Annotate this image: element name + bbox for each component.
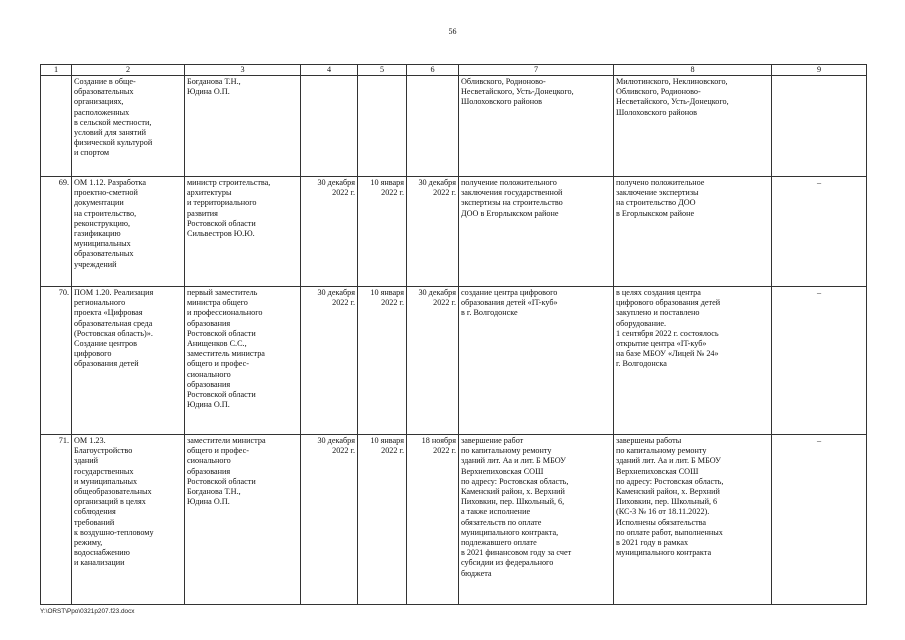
date-cell: 30 декабря 2022 г. [407,177,459,287]
column-number: 9 [772,65,867,76]
measure-title: Создание в обще- образовательных организациях, расположенных в сельской местности, условий для занятий физической культурой и спортом [72,76,185,177]
date-cell: 10 января 2022 г. [358,287,407,435]
column-number: 1 [41,65,72,76]
expected-result: завершение работ по капитальному ремонту зданий лит. Аа и лит. Б МБОУ Верхнепиховская СОШ по адресу: Ростовская область, Каменский район, х. Верхний Пиховкин, пер. Школьный, 6, а также исполнение обязательств по оплате муниципального контракта, подлежавшего оплате в 2021 финансовом году за счет субсидии из федерального бюджета [459,435,614,605]
table-row [41,76,867,177]
expected-result: Обливского, Родионово- Несветайского, Усть-Донецкого, Шолоховского районов [459,76,614,177]
table-row [41,177,867,287]
report-table [40,64,867,605]
column-number: 3 [185,65,301,76]
expected-result: получение положительного заключения государственной экспертизы на строительство ДОО в Егорлыкском районе [459,177,614,287]
date-cell [358,76,407,177]
column-number: 5 [358,65,407,76]
file-path-footer: Y:\ORST\Ppo\0321p207.f23.docx [40,608,135,615]
measure-title: ПОМ 1.20. Реализация регионального проекта «Цифровая образовательная среда (Ростовская область)». Создание центров цифрового образования детей [72,287,185,435]
measure-title: ОМ 1.23. Благоустройство зданий государственных и муниципальных общеобразовательных организаций в целях соблюдения требований к воздушно-тепловому режиму, водоснабжению и канализации [72,435,185,605]
table-row [41,287,867,435]
row-number: 70. [41,287,72,435]
remarks-cell: – [772,287,867,435]
row-number: 69. [41,177,72,287]
date-cell: 10 января 2022 г. [358,177,407,287]
date-cell [301,76,358,177]
column-number: 2 [72,65,185,76]
date-cell: 30 декабря 2022 г. [301,435,358,605]
actual-result: Милютинского, Неклиновского, Обливского, Родионово- Несветайского, Усть-Донецкого, Шолоховского районов [614,76,772,177]
date-cell [407,76,459,177]
responsible-executor: первый заместитель министра общего и профессионального образования Ростовской области Анищенков С.С., заместитель министра общего и профес- сионального образования Ростовской области Юдина О.П. [185,287,301,435]
column-number: 8 [614,65,772,76]
remarks-cell [772,76,867,177]
column-number: 7 [459,65,614,76]
responsible-executor: Богданова Т.Н., Юдина О.П. [185,76,301,177]
page-number: 56 [448,27,457,36]
actual-result: завершены работы по капитальному ремонту зданий лит. Аа и лит. Б МБОУ Верхнепиховская СОШ по адресу: Ростовская область, Каменский район, х. Верхний Пиховкин, пер. Школьный, 6 (КС-3 № 16 от 18.11.2022). Исполнены обязательства по оплате работ, выполненных в 2021 году в рамках муниципального контракта [614,435,772,605]
table-row [41,435,867,605]
actual-result: в целях создания центра цифрового образования детей закуплено и поставлено оборудование. 1 сентября 2022 г. состоялось открытие центра «IT-куб» на базе МБОУ «Лицей № 24» г. Волгодонска [614,287,772,435]
column-number: 4 [301,65,358,76]
column-number: 6 [407,65,459,76]
remarks-cell: – [772,435,867,605]
date-cell: 30 декабря 2022 г. [301,177,358,287]
date-cell: 18 ноября 2022 г. [407,435,459,605]
column-number-row [41,65,867,76]
expected-result: создание центра цифрового образования детей «IT-куб» в г. Волгодонске [459,287,614,435]
date-cell: 30 декабря 2022 г. [301,287,358,435]
responsible-executor: заместители министра общего и профес- сионального образования Ростовской области Богданова Т.Н., Юдина О.П. [185,435,301,605]
measure-title: ОМ 1.12. Разработка проектно-сметной документации на строительство, реконструкцию, газификацию муниципальных образовательных учреждений [72,177,185,287]
responsible-executor: министр строительства, архитектуры и территориального развития Ростовской области Сильвестров Ю.Ю. [185,177,301,287]
row-number [41,76,72,177]
row-number: 71. [41,435,72,605]
date-cell: 10 января 2022 г. [358,435,407,605]
date-cell: 30 декабря 2022 г. [407,287,459,435]
actual-result: получено положительное заключение экспертизы на строительство ДОО в Егорлыкском районе [614,177,772,287]
remarks-cell: – [772,177,867,287]
